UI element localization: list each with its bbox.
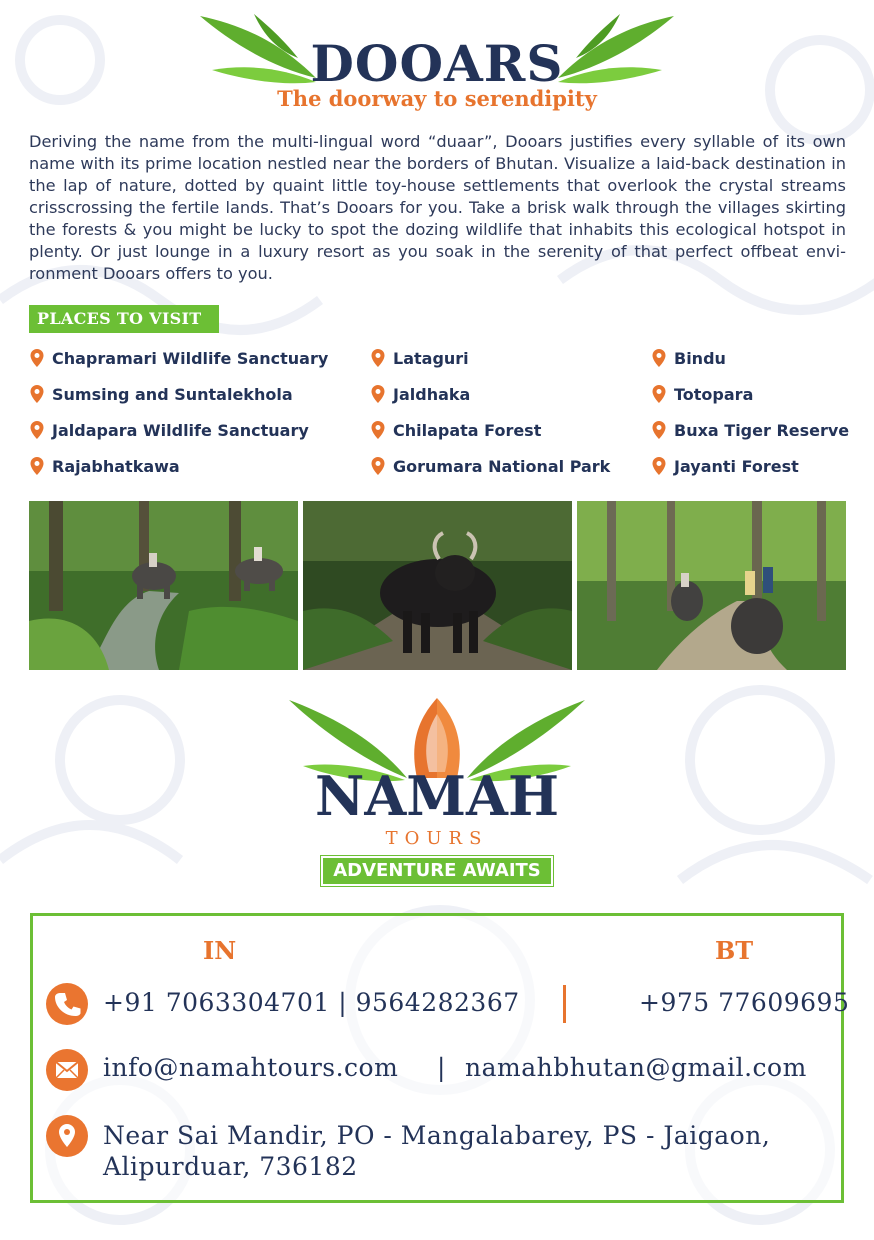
place-label: Sumsing and Suntalekhola (52, 384, 293, 404)
location-icon (46, 1115, 88, 1157)
phone-bhutan[interactable]: +975 77609695 (639, 988, 850, 1017)
map-pin-icon (651, 384, 667, 404)
map-pin-icon (29, 420, 45, 440)
map-pin-icon (370, 384, 386, 404)
address-line-2: Alipurduar, 736182 (103, 1152, 358, 1181)
map-pin-icon (370, 456, 386, 476)
email-bhutan[interactable]: namahbhutan@gmail.com (465, 1053, 807, 1082)
place-item (29, 417, 309, 443)
phone-icon (46, 983, 88, 1025)
namah-tours-logo (287, 692, 587, 888)
place-label: Gorumara National Park (393, 456, 611, 476)
intro-paragraph: Deriving the name from the multi-lingual word “duaar”, Dooars justifies every syllable of its own name with its prime location nestled near the borders of Bhutan. Visualize a laid-back destination in the lap of nature, dotted by quaint little toy-house settlements that overlook the crystal streams crisscrossing the fertile lands. That’s Dooars for you. Take a brisk walk through the villages skirting the forests & you might be lucky to spot the dozing wildlife that inhabits this ecological hotspot in plenty. Or just lounge in a luxury resort as you soak in the serenity of that perfect offbeat envi-ronment Dooars offers to you. (29, 132, 846, 283)
place-item (370, 417, 541, 443)
place-item (29, 381, 293, 407)
email-separator: | (437, 1053, 446, 1082)
place-label: Buxa Tiger Reserve (674, 420, 850, 440)
contact-box (30, 913, 850, 1203)
logo-tagline: ADVENTURE AWAITS (321, 856, 553, 886)
places-list (29, 345, 850, 485)
place-item (370, 453, 610, 479)
place-label: Chilapata Forest (393, 420, 542, 440)
place-label: Chapramari Wildlife Sanctuary (52, 348, 329, 368)
places-heading: PLACES TO VISIT (29, 305, 219, 333)
map-pin-icon (29, 348, 45, 368)
map-pin-icon (651, 456, 667, 476)
place-item (29, 453, 180, 479)
place-label: Jaldapara Wildlife Sanctuary (52, 420, 309, 440)
email-icon (46, 1049, 88, 1091)
place-item (370, 345, 469, 371)
place-label: Jaldhaka (393, 384, 471, 404)
place-item (651, 345, 726, 371)
place-label: Rajabhatkawa (52, 456, 180, 476)
photo-gaur (303, 501, 572, 670)
map-pin-icon (651, 348, 667, 368)
logo-subtext: TOURS (385, 828, 489, 849)
phone-india[interactable]: +91 7063304701 | 9564282367 (103, 988, 520, 1017)
place-item (29, 345, 328, 371)
header (0, 0, 874, 120)
logo-name: NAMAH (315, 764, 559, 828)
map-pin-icon (29, 456, 45, 476)
address-line-1: Near Sai Mandir, PO - Mangalabarey, PS - Jaigaon, (103, 1121, 771, 1150)
place-label: Totopara (674, 384, 754, 404)
place-item (651, 453, 799, 479)
photo-elephants-stream (29, 501, 298, 670)
map-pin-icon (370, 420, 386, 440)
photo-elephant-safari (577, 501, 846, 670)
map-pin-icon (370, 348, 386, 368)
india-label: IN (203, 936, 237, 965)
place-item (370, 381, 470, 407)
map-pin-icon (29, 384, 45, 404)
map-pin-icon (651, 420, 667, 440)
bhutan-label: BT (715, 936, 754, 965)
photo-strip (29, 501, 846, 670)
phone-divider (563, 985, 566, 1023)
page-title: DOOARS (310, 34, 564, 93)
place-label: Jayanti Forest (674, 456, 799, 476)
email-india[interactable]: info@namahtours.com (103, 1053, 399, 1082)
place-label: Lataguri (393, 348, 469, 368)
page-subtitle: The doorway to serendipity (277, 86, 597, 111)
place-item (651, 381, 753, 407)
place-label: Bindu (674, 348, 726, 368)
place-item (651, 417, 849, 443)
